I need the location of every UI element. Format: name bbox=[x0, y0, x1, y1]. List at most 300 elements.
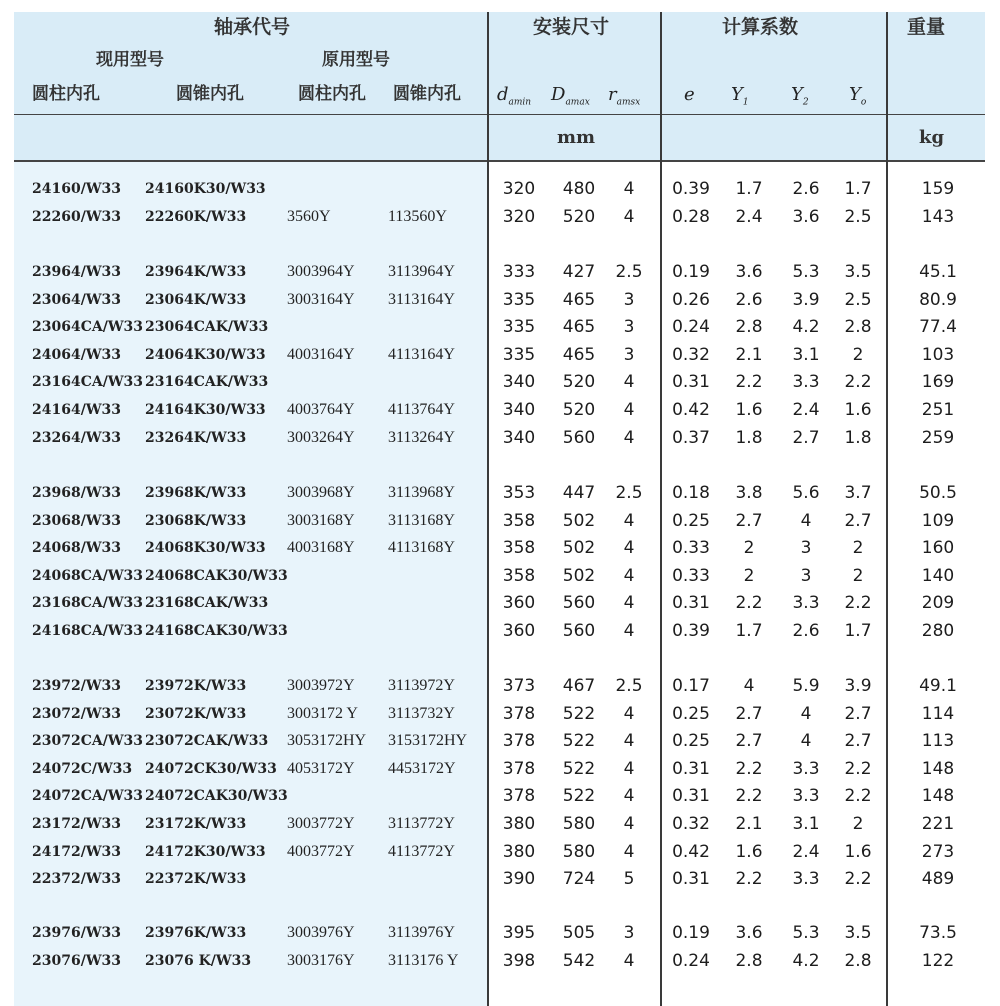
current-taper-code: 23068K/W33 bbox=[145, 512, 247, 529]
weight-kg: 122 bbox=[921, 950, 955, 971]
current-cyl-code: 23976/W33 bbox=[32, 925, 122, 941]
e-value: 0.42 bbox=[672, 400, 710, 420]
Y2-value: 5.6 bbox=[792, 483, 820, 503]
Y0-value: 1.6 bbox=[844, 841, 872, 862]
table-row bbox=[0, 508, 1000, 534]
Y0-value: 2 bbox=[852, 565, 864, 586]
Da-max: 520 bbox=[562, 206, 596, 227]
current-taper-code: 23264K/W33 bbox=[145, 429, 247, 446]
ra-max: 4 bbox=[623, 621, 635, 641]
da-min: 353 bbox=[502, 483, 536, 503]
Y0-value: 2.5 bbox=[844, 289, 872, 310]
weight-kg: 209 bbox=[921, 593, 955, 614]
e-value: 0.39 bbox=[672, 179, 710, 199]
group-bearing-code: 轴承代号 bbox=[214, 16, 291, 38]
table-row bbox=[0, 728, 1000, 754]
Y1-value: 2.1 bbox=[735, 814, 763, 834]
current-cyl-code: 23172/W33 bbox=[32, 816, 122, 832]
current-cyl-code: 23068/W33 bbox=[32, 512, 122, 529]
current-taper-code: 22260K/W33 bbox=[145, 208, 247, 225]
da-min: 378 bbox=[502, 758, 536, 779]
ra-max: 2.5 bbox=[615, 483, 643, 503]
table-row bbox=[0, 535, 1000, 561]
current-taper-code: 23064K/W33 bbox=[145, 291, 247, 308]
Y0-value: 2 bbox=[852, 344, 864, 365]
e-value: 0.17 bbox=[672, 676, 710, 696]
current-cyl-code: 24072CA/W33 bbox=[32, 788, 144, 805]
current-taper-code: 24172K30/W33 bbox=[145, 843, 266, 860]
ra-max: 4 bbox=[623, 841, 635, 862]
weight-kg: 221 bbox=[921, 814, 955, 834]
taper-bore-original: 圆锥内孔 bbox=[393, 84, 461, 104]
e-value: 0.18 bbox=[672, 483, 710, 503]
original-cyl-code: 3053172HY bbox=[287, 732, 367, 750]
current-cyl-code: 23264/W33 bbox=[32, 429, 122, 446]
original-cyl-code: 3003964Y bbox=[287, 263, 355, 280]
Y1-value: 1.6 bbox=[735, 841, 763, 862]
e-value: 0.42 bbox=[672, 841, 710, 862]
current-cyl-code: 24064/W33 bbox=[32, 346, 122, 363]
da-min: 335 bbox=[502, 289, 536, 310]
current-cyl-code: 23076/W33 bbox=[32, 952, 122, 969]
Da-max: 580 bbox=[562, 841, 596, 862]
e-value: 0.39 bbox=[672, 621, 710, 641]
e-value: 0.24 bbox=[672, 950, 710, 971]
da-min: 378 bbox=[502, 786, 536, 807]
Da-max: 465 bbox=[562, 344, 596, 365]
original-taper-code: 4113164Y bbox=[388, 345, 455, 363]
Y2-value: 2.4 bbox=[792, 841, 820, 862]
Y0-value: 2.2 bbox=[844, 758, 872, 779]
weight-kg: 169 bbox=[921, 372, 955, 393]
da-min: 398 bbox=[502, 950, 536, 971]
current-model-label: 现用型号 bbox=[96, 50, 164, 70]
symbol-Y2: $Y_2$ bbox=[791, 84, 809, 108]
original-taper-code: 3113972Y bbox=[388, 677, 455, 694]
Y1-value: 2.8 bbox=[735, 317, 763, 338]
ra-max: 4 bbox=[623, 565, 635, 586]
symbol-da-min: $d_{amin}$ bbox=[497, 84, 532, 108]
original-cyl-code: 3003168Y bbox=[287, 511, 355, 529]
original-taper-code: 3113968Y bbox=[388, 484, 455, 501]
da-min: 373 bbox=[502, 676, 536, 696]
Y2-value: 4 bbox=[800, 510, 812, 531]
original-cyl-code: 3003176Y bbox=[287, 951, 355, 969]
group-weight: 重量 bbox=[907, 16, 946, 38]
original-cyl-code: 3003264Y bbox=[287, 428, 355, 446]
table-row bbox=[0, 920, 1000, 946]
original-cyl-code: 3003968Y bbox=[287, 484, 355, 501]
Da-max: 467 bbox=[562, 676, 596, 696]
current-taper-code: 24068CAK30/W33 bbox=[145, 567, 288, 584]
original-taper-code: 3113264Y bbox=[388, 428, 455, 446]
original-cyl-code: 4003772Y bbox=[287, 842, 355, 860]
Da-max: 522 bbox=[562, 731, 596, 752]
table-row bbox=[0, 176, 1000, 202]
current-cyl-code: 24164/W33 bbox=[32, 402, 122, 418]
ra-max: 4 bbox=[623, 814, 635, 834]
unit-kg: kg bbox=[919, 127, 945, 148]
current-taper-code: 24072CAK30/W33 bbox=[145, 788, 288, 805]
Da-max: 520 bbox=[562, 372, 596, 393]
current-taper-code: 24168CAK30/W33 bbox=[145, 623, 288, 639]
Da-max: 505 bbox=[562, 923, 596, 943]
Y0-value: 2.2 bbox=[844, 786, 872, 807]
e-value: 0.32 bbox=[672, 344, 710, 365]
ra-max: 4 bbox=[623, 758, 635, 779]
Y2-value: 3.9 bbox=[792, 289, 820, 310]
current-cyl-code: 23064CA/W33 bbox=[32, 319, 144, 336]
da-min: 340 bbox=[502, 427, 536, 448]
original-model-label: 原用型号 bbox=[322, 50, 390, 70]
current-taper-code: 24072CK30/W33 bbox=[145, 760, 277, 777]
Y1-value: 2.4 bbox=[735, 206, 763, 227]
original-taper-code: 3153172HY bbox=[388, 732, 468, 750]
Da-max: 427 bbox=[562, 262, 596, 282]
original-taper-code: 3113164Y bbox=[388, 290, 455, 308]
e-value: 0.25 bbox=[672, 510, 710, 531]
ra-max: 4 bbox=[623, 950, 635, 971]
e-value: 0.19 bbox=[672, 923, 710, 943]
table-row bbox=[0, 948, 1000, 974]
table-row bbox=[0, 342, 1000, 368]
symbol-Da-max: $D_{amax}$ bbox=[551, 84, 590, 108]
current-taper-code: 23976K/W33 bbox=[145, 925, 247, 941]
weight-kg: 159 bbox=[921, 179, 955, 199]
Y0-value: 3.7 bbox=[844, 483, 872, 503]
da-min: 358 bbox=[502, 510, 536, 531]
ra-max: 4 bbox=[623, 372, 635, 393]
weight-kg: 114 bbox=[921, 703, 955, 724]
ra-max: 4 bbox=[623, 510, 635, 531]
group-calc: 计算系数 bbox=[722, 16, 799, 38]
Y0-value: 2 bbox=[852, 538, 864, 559]
table-row bbox=[0, 839, 1000, 865]
weight-kg: 143 bbox=[921, 206, 955, 227]
weight-kg: 140 bbox=[921, 565, 955, 586]
da-min: 390 bbox=[502, 869, 536, 890]
table-row bbox=[0, 590, 1000, 616]
table-row bbox=[0, 480, 1000, 506]
table-row bbox=[0, 673, 1000, 699]
da-min: 335 bbox=[502, 344, 536, 365]
Y1-value: 2.7 bbox=[735, 731, 763, 752]
weight-kg: 113 bbox=[921, 731, 955, 752]
ra-max: 3 bbox=[623, 289, 635, 310]
e-value: 0.31 bbox=[672, 372, 710, 393]
e-value: 0.31 bbox=[672, 593, 710, 614]
Y1-value: 2.2 bbox=[735, 869, 763, 890]
Y2-value: 3.3 bbox=[792, 786, 820, 807]
Y1-value: 2.7 bbox=[735, 510, 763, 531]
da-min: 358 bbox=[502, 565, 536, 586]
Y2-value: 2.6 bbox=[792, 621, 820, 641]
current-cyl-code: 24160/W33 bbox=[32, 181, 122, 197]
weight-kg: 50.5 bbox=[919, 483, 957, 503]
Da-max: 542 bbox=[562, 950, 596, 971]
Y1-value: 2.2 bbox=[735, 593, 763, 614]
da-min: 360 bbox=[502, 621, 536, 641]
symbol-e: e bbox=[684, 84, 695, 105]
current-taper-code: 23064CAK/W33 bbox=[145, 319, 269, 336]
Y0-value: 2.2 bbox=[844, 593, 872, 614]
Y1-value: 1.6 bbox=[735, 400, 763, 420]
Y1-value: 2.2 bbox=[735, 758, 763, 779]
Y0-value: 1.6 bbox=[844, 400, 872, 420]
Y2-value: 4 bbox=[800, 731, 812, 752]
table-row bbox=[0, 756, 1000, 782]
table-row bbox=[0, 204, 1000, 230]
e-value: 0.26 bbox=[672, 289, 710, 310]
Y1-value: 1.7 bbox=[735, 179, 763, 199]
original-taper-code: 3113168Y bbox=[388, 511, 455, 529]
weight-kg: 103 bbox=[921, 344, 955, 365]
e-value: 0.33 bbox=[672, 538, 710, 559]
Y0-value: 3.9 bbox=[844, 676, 872, 696]
original-taper-code: 4113168Y bbox=[388, 539, 455, 557]
Y1-value: 3.8 bbox=[735, 483, 763, 503]
current-taper-code: 22372K/W33 bbox=[145, 871, 247, 888]
e-value: 0.37 bbox=[672, 427, 710, 448]
ra-max: 3 bbox=[623, 344, 635, 365]
Y1-value: 2 bbox=[743, 538, 755, 559]
current-taper-code: 23076 K/W33 bbox=[145, 952, 252, 969]
current-cyl-code: 24168CA/W33 bbox=[32, 623, 144, 639]
Y0-value: 1.7 bbox=[844, 621, 872, 641]
symbol-Y0: $Y_o$ bbox=[849, 84, 867, 108]
Y2-value: 3.3 bbox=[792, 869, 820, 890]
Y2-value: 3 bbox=[800, 538, 812, 559]
e-value: 0.31 bbox=[672, 786, 710, 807]
Y1-value: 2.1 bbox=[735, 344, 763, 365]
current-taper-code: 23168CAK/W33 bbox=[145, 595, 269, 612]
e-value: 0.24 bbox=[672, 317, 710, 338]
ra-max: 2.5 bbox=[615, 676, 643, 696]
ra-max: 4 bbox=[623, 731, 635, 752]
current-taper-code: 24064K30/W33 bbox=[145, 346, 266, 363]
table-row bbox=[0, 259, 1000, 285]
Y2-value: 3.6 bbox=[792, 206, 820, 227]
ra-max: 3 bbox=[623, 923, 635, 943]
Y0-value: 2.8 bbox=[844, 950, 872, 971]
Y2-value: 5.9 bbox=[792, 676, 820, 696]
current-cyl-code: 23968/W33 bbox=[32, 485, 122, 501]
current-taper-code: 24164K30/W33 bbox=[145, 402, 266, 418]
header-divider bbox=[14, 114, 985, 115]
e-value: 0.33 bbox=[672, 565, 710, 586]
taper-bore-current: 圆锥内孔 bbox=[176, 84, 244, 104]
current-taper-code: 23964K/W33 bbox=[145, 264, 247, 280]
original-cyl-code: 4003168Y bbox=[287, 539, 355, 557]
Y0-value: 2.2 bbox=[844, 869, 872, 890]
current-cyl-code: 24072C/W33 bbox=[32, 760, 133, 777]
da-min: 320 bbox=[502, 179, 536, 199]
current-cyl-code: 23972/W33 bbox=[32, 678, 122, 694]
ra-max: 5 bbox=[623, 869, 635, 890]
ra-max: 4 bbox=[623, 179, 635, 199]
da-min: 320 bbox=[502, 206, 536, 227]
current-cyl-code: 23164CA/W33 bbox=[32, 374, 144, 391]
current-taper-code: 23072CAK/W33 bbox=[145, 733, 269, 750]
ra-max: 4 bbox=[623, 703, 635, 724]
Y0-value: 1.7 bbox=[844, 179, 872, 199]
Da-max: 560 bbox=[562, 621, 596, 641]
original-cyl-code: 3003772Y bbox=[287, 815, 355, 832]
Da-max: 724 bbox=[562, 869, 596, 890]
Da-max: 480 bbox=[562, 179, 596, 199]
da-min: 380 bbox=[502, 814, 536, 834]
weight-kg: 273 bbox=[921, 841, 955, 862]
Y2-value: 4 bbox=[800, 703, 812, 724]
Y0-value: 2 bbox=[852, 814, 864, 834]
weight-kg: 251 bbox=[921, 400, 955, 420]
table-row bbox=[0, 701, 1000, 727]
cyl-bore-original: 圆柱内孔 bbox=[298, 84, 366, 104]
original-taper-code: 3113976Y bbox=[388, 924, 455, 941]
Y2-value: 5.3 bbox=[792, 923, 820, 943]
da-min: 335 bbox=[502, 317, 536, 338]
Y1-value: 2.2 bbox=[735, 372, 763, 393]
original-cyl-code: 3003976Y bbox=[287, 924, 355, 941]
da-min: 340 bbox=[502, 372, 536, 393]
original-cyl-code: 3560Y bbox=[287, 207, 331, 225]
original-taper-code: 3113964Y bbox=[388, 263, 455, 280]
current-cyl-code: 24068/W33 bbox=[32, 540, 122, 557]
current-taper-code: 23972K/W33 bbox=[145, 678, 247, 694]
e-value: 0.28 bbox=[672, 206, 710, 227]
current-taper-code: 23072K/W33 bbox=[145, 705, 247, 722]
current-cyl-code: 24068CA/W33 bbox=[32, 567, 144, 584]
Y1-value: 3.6 bbox=[735, 923, 763, 943]
weight-kg: 45.1 bbox=[919, 262, 957, 282]
Y0-value: 2.7 bbox=[844, 703, 872, 724]
weight-kg: 280 bbox=[921, 621, 955, 641]
table-row bbox=[0, 369, 1000, 395]
symbol-ra-max: $r_{amsx}$ bbox=[608, 84, 641, 108]
table-row bbox=[0, 811, 1000, 837]
e-value: 0.32 bbox=[672, 814, 710, 834]
Y2-value: 3.1 bbox=[792, 814, 820, 834]
weight-kg: 489 bbox=[921, 869, 955, 890]
table-row bbox=[0, 783, 1000, 809]
current-cyl-code: 23072/W33 bbox=[32, 705, 122, 722]
original-taper-code: 4453172Y bbox=[388, 759, 456, 777]
Y2-value: 3.3 bbox=[792, 372, 820, 393]
weight-kg: 73.5 bbox=[919, 923, 957, 943]
Y1-value: 2.6 bbox=[735, 289, 763, 310]
Y2-value: 2.6 bbox=[792, 179, 820, 199]
current-cyl-code: 23072CA/W33 bbox=[32, 733, 144, 750]
table-row bbox=[0, 287, 1000, 313]
Y1-value: 2.2 bbox=[735, 786, 763, 807]
da-min: 395 bbox=[502, 923, 536, 943]
weight-kg: 77.4 bbox=[919, 317, 957, 338]
original-cyl-code: 3003172 Y bbox=[287, 704, 358, 722]
da-min: 358 bbox=[502, 538, 536, 559]
current-taper-code: 23164CAK/W33 bbox=[145, 374, 269, 391]
table-row bbox=[0, 866, 1000, 892]
cyl-bore-current: 圆柱内孔 bbox=[32, 84, 100, 104]
Da-max: 560 bbox=[562, 593, 596, 614]
ra-max: 4 bbox=[623, 538, 635, 559]
Da-max: 447 bbox=[562, 483, 596, 503]
current-taper-code: 24068K30/W33 bbox=[145, 540, 266, 557]
Y2-value: 4.2 bbox=[792, 950, 820, 971]
Y0-value: 3.5 bbox=[844, 262, 872, 282]
original-cyl-code: 3003972Y bbox=[287, 677, 355, 694]
table-row bbox=[0, 618, 1000, 644]
original-taper-code: 4113772Y bbox=[388, 842, 455, 860]
table-row bbox=[0, 563, 1000, 589]
ra-max: 4 bbox=[623, 427, 635, 448]
current-taper-code: 23172K/W33 bbox=[145, 816, 247, 832]
weight-kg: 259 bbox=[921, 427, 955, 448]
ra-max: 4 bbox=[623, 206, 635, 227]
e-value: 0.25 bbox=[672, 731, 710, 752]
original-taper-code: 3113176 Y bbox=[388, 951, 459, 969]
original-taper-code: 3113732Y bbox=[388, 704, 455, 722]
Da-max: 560 bbox=[562, 427, 596, 448]
e-value: 0.31 bbox=[672, 869, 710, 890]
Da-max: 502 bbox=[562, 538, 596, 559]
weight-kg: 49.1 bbox=[919, 676, 957, 696]
Y1-value: 4 bbox=[743, 676, 755, 696]
ra-max: 4 bbox=[623, 786, 635, 807]
current-taper-code: 24160K30/W33 bbox=[145, 181, 266, 197]
table-row bbox=[0, 397, 1000, 423]
original-taper-code: 3113772Y bbox=[388, 815, 455, 832]
Y0-value: 2.8 bbox=[844, 317, 872, 338]
Y0-value: 2.7 bbox=[844, 731, 872, 752]
Y2-value: 3 bbox=[800, 565, 812, 586]
Y2-value: 3.3 bbox=[792, 758, 820, 779]
Y2-value: 2.7 bbox=[792, 427, 820, 448]
current-cyl-code: 23168CA/W33 bbox=[32, 595, 144, 612]
original-cyl-code: 4003164Y bbox=[287, 345, 355, 363]
da-min: 333 bbox=[502, 262, 536, 282]
ra-max: 4 bbox=[623, 593, 635, 614]
current-cyl-code: 22372/W33 bbox=[32, 871, 122, 888]
Da-max: 522 bbox=[562, 703, 596, 724]
current-cyl-code: 24172/W33 bbox=[32, 843, 122, 860]
Y0-value: 3.5 bbox=[844, 923, 872, 943]
Y2-value: 5.3 bbox=[792, 262, 820, 282]
da-min: 340 bbox=[502, 400, 536, 420]
weight-kg: 80.9 bbox=[919, 289, 957, 310]
original-taper-code: 113560Y bbox=[388, 207, 447, 225]
e-value: 0.25 bbox=[672, 703, 710, 724]
Da-max: 465 bbox=[562, 317, 596, 338]
da-min: 378 bbox=[502, 703, 536, 724]
Da-max: 522 bbox=[562, 758, 596, 779]
current-taper-code: 23968K/W33 bbox=[145, 485, 247, 501]
Da-max: 502 bbox=[562, 565, 596, 586]
Y2-value: 4.2 bbox=[792, 317, 820, 338]
current-cyl-code: 22260/W33 bbox=[32, 208, 122, 225]
Da-max: 580 bbox=[562, 814, 596, 834]
Da-max: 502 bbox=[562, 510, 596, 531]
da-min: 380 bbox=[502, 841, 536, 862]
Y1-value: 3.6 bbox=[735, 262, 763, 282]
unit-mm: mm bbox=[557, 127, 596, 148]
ra-max: 2.5 bbox=[615, 262, 643, 282]
table-row bbox=[0, 425, 1000, 451]
original-taper-code: 4113764Y bbox=[388, 401, 455, 418]
symbol-Y1: $Y_1$ bbox=[731, 84, 749, 108]
weight-kg: 160 bbox=[921, 538, 955, 559]
header-band bbox=[0, 0, 1000, 160]
da-min: 360 bbox=[502, 593, 536, 614]
